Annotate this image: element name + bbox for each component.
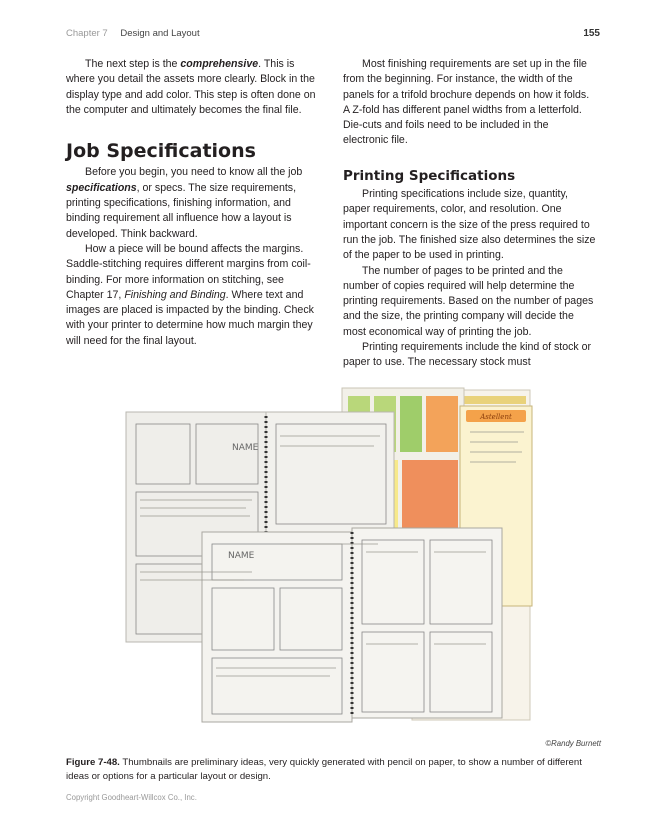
page-number: 155 <box>583 28 600 39</box>
chapter-reference: Finishing and Binding <box>124 288 226 301</box>
sketch-label-astellent: Astellent <box>480 413 512 421</box>
sketchbook-photo <box>116 376 536 731</box>
photo-credit: ©Randy Burnett <box>545 739 601 748</box>
chapter-label: Chapter 7 <box>66 28 108 39</box>
paragraph-stock: Printing requirements include the kind of stock or paper to use. The necessary stock must <box>343 341 592 369</box>
heading-job-specifications: Job Specifications <box>66 140 256 163</box>
sketch-label-name-bottom: NAME <box>228 551 255 561</box>
paragraph-printing-specs: Printing specifications include size, quantity, paper requirements, color, and resolution. One important concern is the size of the press required to run the job. The finished size also determines the size of the paper to be used in printing. <box>343 188 596 262</box>
paragraph-binding: How a piece will be bound affects the margins. Saddle-stitching requires different margins from coil-binding. For more information on stitching, see Chapter 17, Finishing and Binding. Where text and images are placed is impacted by the binding. Check with your printer to determine how much margin they will need for the final layout. <box>66 242 314 347</box>
paragraph-specs: Before you begin, you need to know all the job specifications, or specs. The size requirements, printing specifications, finishing information, and binding requirement all influence how a layout is developed. Think backward. <box>66 166 303 240</box>
paragraph-comprehensive: The next step is the comprehensive. This is where you detail the assets more clearly. Block in the display type and add color. This step is often done on the computer and ultimately becomes the final file. <box>66 58 316 116</box>
term-comprehensive: comprehensive <box>180 58 259 70</box>
caption-text: Thumbnails are preliminary ideas, very quickly generated with pencil on paper, to show a number of different ideas or options for a particular layout or design. <box>66 757 582 782</box>
figure-caption <box>66 756 601 783</box>
section-title: Design and Layout <box>120 28 200 39</box>
term-specifications: specifications <box>66 181 137 194</box>
right-column <box>343 57 596 371</box>
sketch-label-name-top: NAME <box>232 443 259 453</box>
front-sketchbook <box>202 528 502 722</box>
heading-printing-specifications: Printing Specifications <box>343 167 516 184</box>
figure-thumbnail-sketches <box>116 376 536 731</box>
running-header <box>66 28 600 39</box>
paragraph-finishing: Most finishing requirements are set up in the file from the beginning. For instance, the width of the panels for a trifold brochure depends on how it folds. A Z-fold has different panel widths from a letterfold. Die-cuts and foils need to be included in the electronic file. <box>343 58 590 147</box>
paragraph-pages: The number of pages to be printed and the number of copies required will help determine the printing requirements. Based on the number of pages and the size, the printing company will decide the most economical way of printing the job. <box>343 264 594 338</box>
left-column <box>66 57 319 349</box>
caption-label: Figure 7-48. <box>66 757 120 768</box>
copyright-footer: Copyright Goodheart-Willcox Co., Inc. <box>66 793 197 802</box>
